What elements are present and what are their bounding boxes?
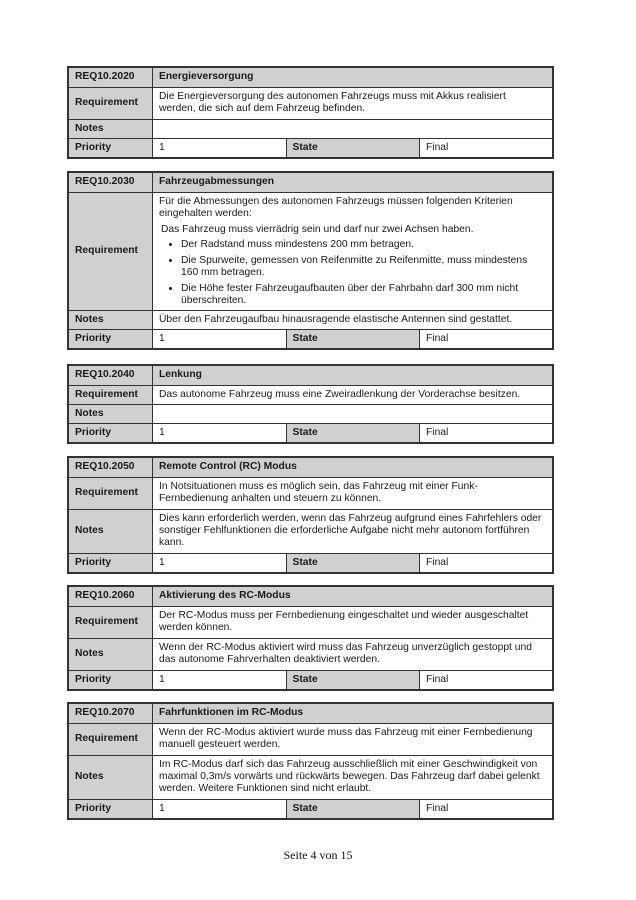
requirement-label: Requirement <box>68 385 153 404</box>
requirement-text: In Notsituationen muss es möglich sein, das Fahrzeug mit einer Funk-Fernbedienung anhalten und steuern zu können. <box>153 477 554 509</box>
requirement-table-2030 <box>67 171 554 350</box>
notes-text <box>153 404 554 423</box>
req-id: REQ10.2040 <box>68 365 153 385</box>
requirement-table-2050 <box>67 456 554 574</box>
state-label: State <box>286 553 420 573</box>
notes-text: Im RC-Modus darf sich das Fahrzeug ausschließlich mit einer Geschwindigkeit von maximal 0,3m/s vorwärts und rückwärts bewegen. Das Fahrzeug darf dabei gelenkt werden. Weitere Funktionen sind nicht erlaubt. <box>153 755 554 799</box>
state-label: State <box>286 799 420 819</box>
state-value: Final <box>420 553 554 573</box>
priority-label: Priority <box>68 329 153 349</box>
priority-label: Priority <box>68 423 153 443</box>
requirement-label: Requirement <box>68 606 153 638</box>
state-value: Final <box>420 138 554 158</box>
notes-text: Dies kann erforderlich werden, wenn das Fahrzeug aufgrund eines Fahrfehlers oder sonstiger Fehlfunktionen die erforderliche Aufgabe nicht mehr autonom fortführen kann. <box>153 509 554 553</box>
requirement-text: Das autonome Fahrzeug muss eine Zweiradlenkung der Vorderachse besitzen. <box>153 385 554 404</box>
page-number: Seite 4 von 15 <box>283 848 353 862</box>
req-title: Fahrzeugabmessungen <box>153 172 554 192</box>
notes-label: Notes <box>68 404 153 423</box>
notes-label: Notes <box>68 755 153 799</box>
notes-label: Notes <box>68 119 153 138</box>
state-value: Final <box>420 329 554 349</box>
state-value: Final <box>420 670 554 690</box>
state-value: Final <box>420 799 554 819</box>
requirement-bullet-list <box>159 239 544 307</box>
priority-label: Priority <box>68 799 153 819</box>
state-value: Final <box>420 423 554 443</box>
requirement-table-2060 <box>67 585 554 691</box>
req-id: REQ10.2030 <box>68 172 153 192</box>
state-label: State <box>286 138 420 158</box>
requirement-label: Requirement <box>68 477 153 509</box>
notes-label: Notes <box>68 509 153 553</box>
requirement-label: Requirement <box>68 87 153 119</box>
req-title: Fahrfunktionen im RC-Modus <box>153 703 554 723</box>
priority-label: Priority <box>68 138 153 158</box>
notes-label: Notes <box>68 638 153 670</box>
requirement-lead: Das Fahrzeug muss vierrädrig sein und darf nur zwei Achsen haben. <box>161 223 474 235</box>
priority-value: 1 <box>153 329 287 349</box>
notes-label: Notes <box>68 310 153 329</box>
priority-value: 1 <box>153 423 287 443</box>
requirement-text: Der RC-Modus muss per Fernbedienung eingeschaltet und wieder ausgeschaltet werden können. <box>153 606 554 638</box>
bullet-item: • Der Radstand muss mindestens 200 mm betragen. <box>181 239 544 251</box>
req-title: Energieversorgung <box>153 67 554 87</box>
req-title: Remote Control (RC) Modus <box>153 457 554 477</box>
requirement-text: Für die Abmessungen des autonomen Fahrzeugs müssen folgenden Kriterien eingehalten werden: <box>159 195 513 219</box>
bullet-item: • Die Spurweite, gemessen von Reifenmitte zu Reifenmitte, muss mindestens 160 mm betragen. <box>181 255 544 279</box>
requirement-label: Requirement <box>68 192 153 310</box>
priority-label: Priority <box>68 553 153 573</box>
requirement-label: Requirement <box>68 723 153 755</box>
priority-value: 1 <box>153 553 287 573</box>
req-id: REQ10.2060 <box>68 586 153 606</box>
notes-text: Über den Fahrzeugaufbau hinausragende elastische Antennen sind gestattet. <box>153 310 554 329</box>
priority-value: 1 <box>153 138 287 158</box>
notes-text: Wenn der RC-Modus aktiviert wird muss das Fahrzeug unverzüglich gestoppt und das autonome Fahrverhalten deaktiviert werden. <box>153 638 554 670</box>
requirement-table-2070 <box>67 702 554 820</box>
state-label: State <box>286 329 420 349</box>
req-id: REQ10.2020 <box>68 67 153 87</box>
req-title: Lenkung <box>153 365 554 385</box>
bullet-item: • Die Höhe fester Fahrzeugaufbauten über der Fahrbahn darf 300 mm nicht überschreiten. <box>181 283 544 307</box>
priority-label: Priority <box>68 670 153 690</box>
notes-text <box>153 119 554 138</box>
req-id: REQ10.2050 <box>68 457 153 477</box>
req-id: REQ10.2070 <box>68 703 153 723</box>
priority-value: 1 <box>153 670 287 690</box>
requirement-cell <box>153 192 554 310</box>
requirement-table-2020 <box>67 66 554 159</box>
priority-value: 1 <box>153 799 287 819</box>
req-title: Aktivierung des RC-Modus <box>153 586 554 606</box>
requirement-text: Die Energieversorgung des autonomen Fahrzeugs muss mit Akkus realisiert werden, die sich auf dem Fahrzeug befinden. <box>153 87 554 119</box>
state-label: State <box>286 670 420 690</box>
requirement-table-2040 <box>67 364 554 444</box>
requirement-text: Wenn der RC-Modus aktiviert wurde muss das Fahrzeug mit einer Fernbedienung manuell gesteuert werden. <box>153 723 554 755</box>
state-label: State <box>286 423 420 443</box>
